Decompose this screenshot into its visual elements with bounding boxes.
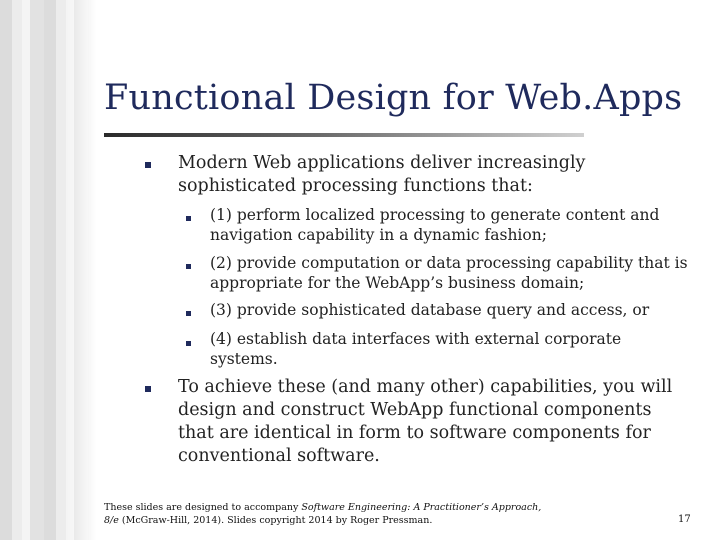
- footer-book-title: Software Engineering: A Practitioner’s Approach,: [301, 502, 542, 513]
- title-underline: [104, 133, 584, 137]
- sub-bullet-marker: [186, 311, 191, 316]
- sub-bullet-text-3: (3) provide sophisticated database query and access, or: [210, 301, 650, 319]
- bullet-marker: [145, 386, 151, 392]
- bullet-text-1: Modern Web applications deliver increasingly sophisticated processing functions that:: [178, 153, 586, 196]
- sub-bullet-text-1: (1) perform localized processing to generate content and navigation capability in a dynamic fashion;: [210, 206, 660, 244]
- footer-edition: 8/e: [104, 515, 119, 526]
- bullet-marker: [145, 162, 151, 168]
- bullet-text-2: To achieve these (and many other) capabilities, you will design and construct WebApp functional components that are identical in form to software components for conventional software.: [178, 377, 673, 466]
- sub-bullet-text-2: (2) provide computation or data processing capability that is appropriate for the WebApp’s business domain;: [210, 254, 688, 292]
- sub-bullet-marker: [186, 264, 191, 269]
- sub-bullet-text-4: (4) establish data interfaces with external corporate systems.: [210, 330, 622, 368]
- footer-credit: [104, 501, 564, 527]
- page-number: 17: [678, 514, 691, 525]
- footer-prefix: These slides are designed to accompany: [104, 502, 302, 513]
- footer-rest: (McGraw-Hill, 2014). Slides copyright 2014 by Roger Pressman.: [118, 515, 433, 526]
- slide-title: Functional Design for Web.Apps: [104, 78, 683, 118]
- decorative-side-stripes: [0, 0, 96, 540]
- sub-bullet-marker: [186, 341, 191, 346]
- sub-bullet-marker: [186, 216, 191, 221]
